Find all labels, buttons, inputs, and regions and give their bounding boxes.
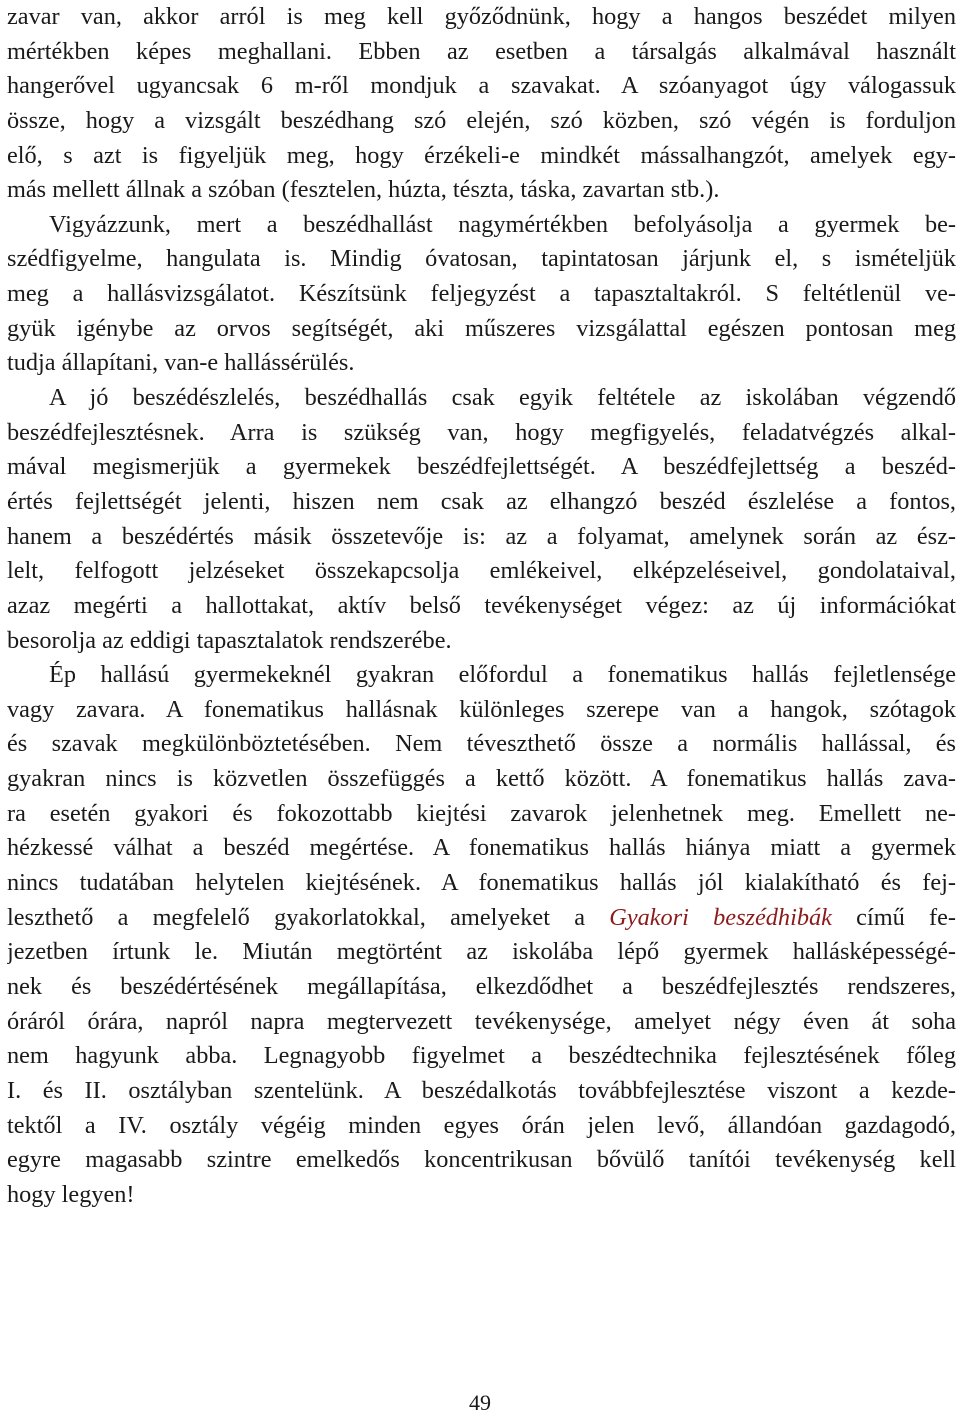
text-line: I. és II. osztályban szentelünk. A beszédalkotás továbbfejlesztése viszont a kezde- bbox=[7, 1076, 956, 1104]
text-line: hanem a beszédértés másik összetevője is: az a folyamat, amelynek során az ész- bbox=[7, 522, 956, 550]
text-line: jezetben írtunk le. Miután megtörtént az iskolába lépő gyermek hallásképességé- bbox=[7, 938, 956, 966]
text-line: ra esetén gyakori és fokozottabb kiejtési zavarok jelenhetnek meg. Emellett ne- bbox=[7, 799, 956, 827]
text-line-with-link bbox=[7, 901, 956, 936]
text-line: hogy legyen! bbox=[7, 1180, 135, 1208]
text-line: Vigyázzunk, mert a beszédhallást nagymértékben befolyásolja a gyermek be- bbox=[49, 210, 956, 238]
text-line: meg a hallásvizsgálatot. Készítsünk feljegyzést a tapasztaltakról. S feltétlenül ve- bbox=[7, 280, 956, 308]
text-line: elő, s azt is figyeljük meg, hogy érzékeli-e mindkét mássalhangzót, amelyek egy- bbox=[7, 141, 956, 169]
text-line: hézkessé válhat a beszéd megértése. A fonematikus hallás hiánya miatt a gyermek bbox=[7, 834, 956, 862]
text-line: más mellett állnak a szóban (fesztelen, húzta, tészta, táska, zavartan stb.). bbox=[7, 176, 720, 204]
text-line: mával megismerjük a gyermekek beszédfejlettségét. A beszédfejlettség a beszéd- bbox=[7, 453, 956, 481]
text-line: beszédfejlesztésnek. Arra is szükség van, hogy megfigyelés, feladatvégzés alkal- bbox=[7, 418, 956, 446]
text-line: szédfigyelme, hangulata is. Mindig óvatosan, tapintatosan járjunk el, s ismételjük bbox=[7, 245, 956, 273]
text-line: Ép hallású gyermekeknél gyakran előfordul a fonematikus hallás fejletlensége bbox=[49, 661, 956, 689]
text-line: egyre magasabb szintre emelkedős koncentrikusan bővülő tanítói tevékenység kell bbox=[7, 1146, 956, 1174]
paragraph bbox=[7, 208, 956, 381]
text-line: gyük igénybe az orvos segítségét, aki műszeres vizsgálattal egészen pontosan meg bbox=[7, 314, 956, 342]
text-line: mértékben képes meghallani. Ebben az esetben a társalgás alkalmával használt bbox=[7, 37, 956, 65]
text-line: A jó beszédészlelés, beszédhallás csak egyik feltétele az iskolában végzendő bbox=[49, 384, 956, 412]
text-line: zavar van, akkor arról is meg kell győződnünk, hogy a hangos beszédet milyen bbox=[7, 3, 956, 30]
text-line: lelt, felfogott jelzéseket összekapcsolja emlékeivel, elképzeléseivel, gondolataival, bbox=[7, 557, 956, 585]
text-line: nincs tudatában helytelen kiejtésének. A fonematikus hallás jól kialakítható és fej- bbox=[7, 869, 956, 897]
text-line: össze, hogy a vizsgált beszédhang szó elején, szó közben, szó végén is forduljon bbox=[7, 106, 956, 134]
cross-reference-link[interactable]: Gyakori beszédhibák bbox=[609, 903, 832, 931]
text-line: besorolja az eddigi tapasztalatok rendszerébe. bbox=[7, 626, 452, 654]
text-line: nem hagyunk abba. Legnagyobb figyelmet a beszédtechnika fejlesztésének főleg bbox=[7, 1042, 956, 1070]
text-line: és szavak megkülönböztetésében. Nem téveszthető össze a normális hallással, és bbox=[7, 730, 956, 758]
text-line: értés fejlettségét jelenti, hiszen nem csak az elhangzó beszéd észlelése a fontos, bbox=[7, 487, 956, 515]
text-line: gyakran nincs is közvetlen összefüggés a kettő között. A fonematikus hallás zava- bbox=[7, 765, 956, 793]
paragraph bbox=[7, 0, 956, 208]
text-line: óráról órára, napról napra megtervezett tevékenysége, amelyet négy éven át soha bbox=[7, 1007, 956, 1035]
text-line: tudja állapítani, van-e hallássérülés. bbox=[7, 349, 355, 377]
paragraph bbox=[7, 658, 956, 1212]
body-text bbox=[7, 0, 956, 1212]
link-line-after: című fe- bbox=[831, 903, 956, 931]
text-line: vagy zavara. A fonematikus hallásnak különleges szerepe van a hangok, szótagok bbox=[7, 695, 956, 723]
paragraph bbox=[7, 381, 956, 658]
link-line-before: leszthető a megfelelő gyakorlatokkal, amelyeket a bbox=[7, 903, 610, 931]
text-line: azaz megérti a hallottakat, aktív belső tevékenységet végez: az új információkat bbox=[7, 591, 956, 619]
text-line: hangerővel ugyancsak 6 m-ről mondjuk a szavakat. A szóanyagot úgy válogassuk bbox=[7, 72, 956, 100]
text-line: nek és beszédértésének megállapítása, elkezdődhet a beszédfejlesztés rendszeres, bbox=[7, 972, 956, 1000]
text-line: tektől a IV. osztály végéig minden egyes órán jelen levő, állandóan gazdagodó, bbox=[7, 1111, 956, 1139]
page-number: 49 bbox=[469, 1390, 491, 1415]
